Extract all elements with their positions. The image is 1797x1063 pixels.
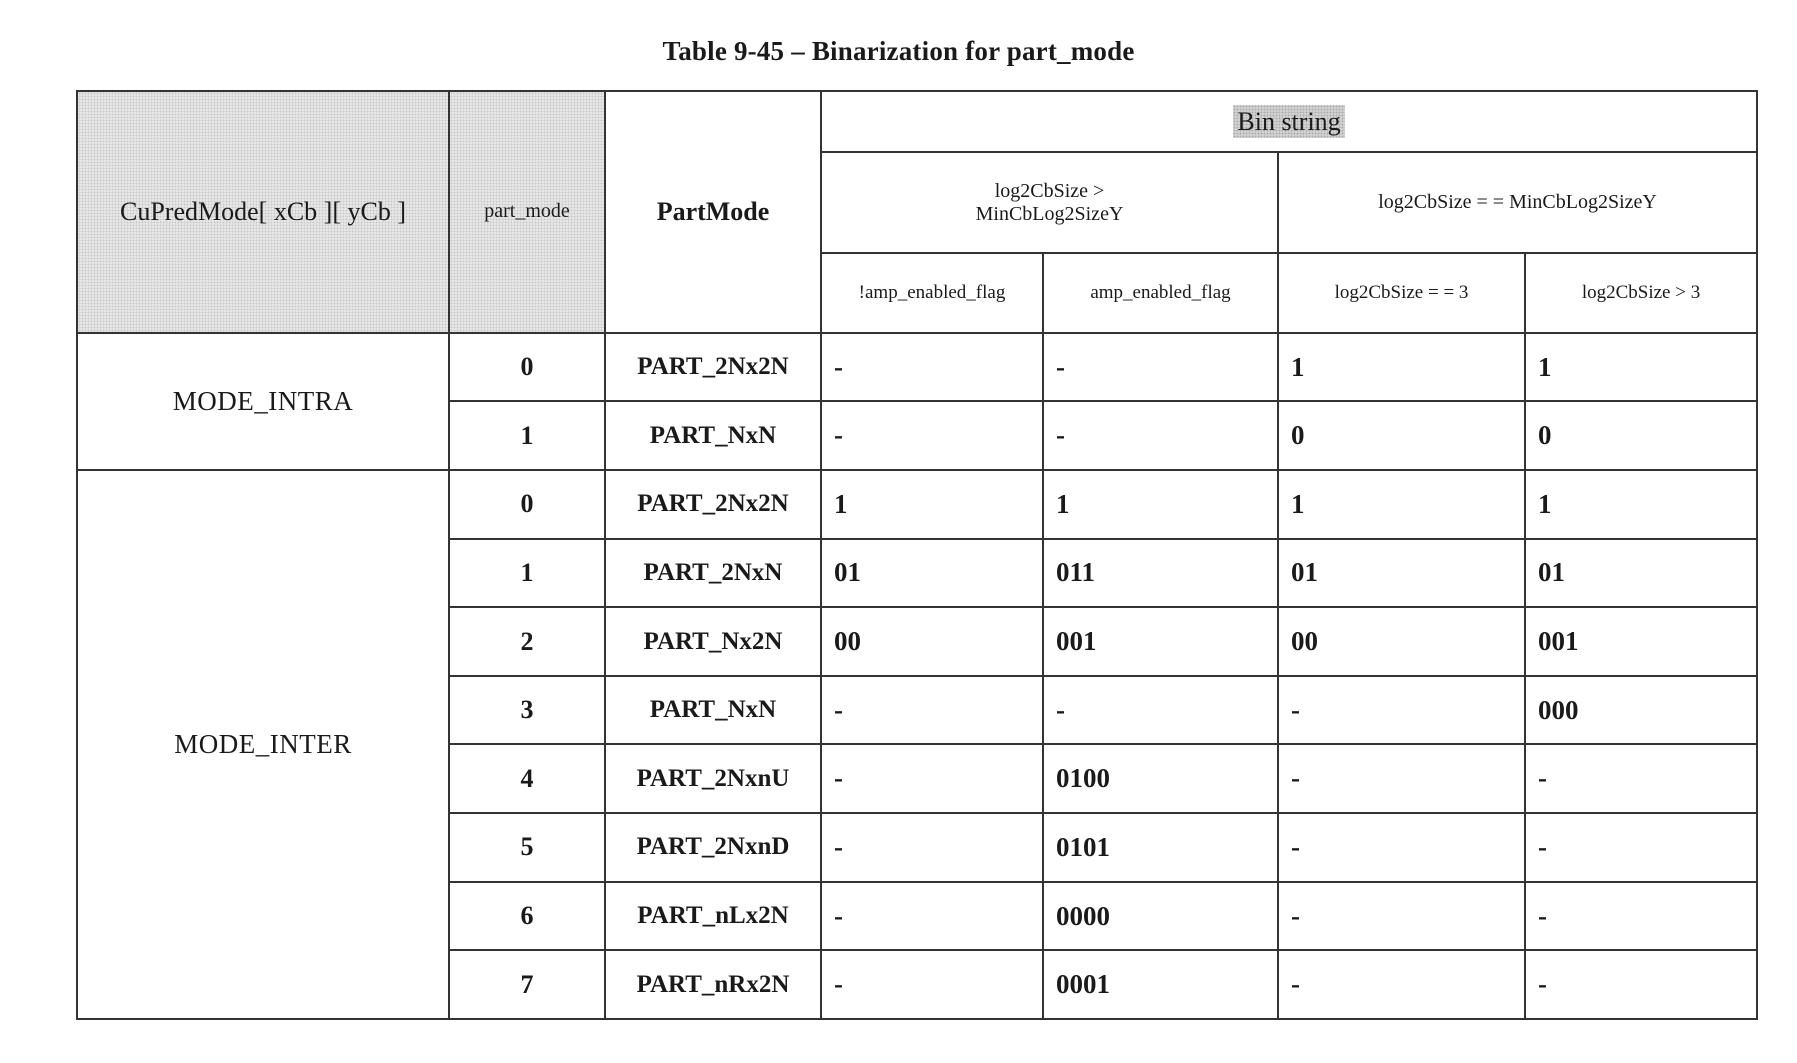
- cell-gt3: 001: [1525, 607, 1757, 676]
- cell-not-amp: -: [821, 401, 1043, 470]
- cell-part-name: PART_2NxN: [605, 539, 821, 608]
- cell-part-name: PART_NxN: [605, 676, 821, 745]
- cell-gt3: 01: [1525, 539, 1757, 608]
- group-gt-prefix: log2CbSize >: [994, 179, 1105, 202]
- table-row: [77, 470, 1757, 539]
- cell-not-amp: -: [821, 813, 1043, 882]
- cell-eq3: 00: [1278, 607, 1525, 676]
- cell-part-mode: 2: [449, 607, 605, 676]
- cell-gt3: -: [1525, 744, 1757, 813]
- cell-amp: 011: [1043, 539, 1278, 608]
- group-eq-prefix: log2CbSize = =: [1378, 191, 1505, 214]
- cell-part-mode: 1: [449, 401, 605, 470]
- group-eq-suffix: MinCbLog2SizeY: [1509, 191, 1657, 214]
- cell-part-mode: 1: [449, 539, 605, 608]
- header-bin-string: [821, 91, 1757, 152]
- cell-gt3: 1: [1525, 333, 1757, 402]
- header-group-gt: [821, 152, 1278, 252]
- cell-not-amp: -: [821, 882, 1043, 951]
- cell-part-name: PART_NxN: [605, 401, 821, 470]
- cell-part-mode: 4: [449, 744, 605, 813]
- header-row-1: [77, 91, 1757, 152]
- header-not-amp: !amp_enabled_flag: [821, 253, 1043, 333]
- header-part-mode: part_mode: [449, 91, 605, 333]
- cell-part-mode: 5: [449, 813, 605, 882]
- cell-amp: -: [1043, 676, 1278, 745]
- cell-not-amp: -: [821, 676, 1043, 745]
- cell-gt3: -: [1525, 882, 1757, 951]
- cell-gt3: 0: [1525, 401, 1757, 470]
- cell-part-mode: 6: [449, 882, 605, 951]
- cell-gt3: 1: [1525, 470, 1757, 539]
- cell-amp: 0100: [1043, 744, 1278, 813]
- header-partmode-name: PartMode: [605, 91, 821, 333]
- cell-part-name: PART_2Nx2N: [605, 333, 821, 402]
- cell-not-amp: 01: [821, 539, 1043, 608]
- cell-eq3: 1: [1278, 333, 1525, 402]
- cell-amp: 0101: [1043, 813, 1278, 882]
- cell-amp: -: [1043, 401, 1278, 470]
- cell-not-amp: -: [821, 333, 1043, 402]
- cell-eq3: -: [1278, 813, 1525, 882]
- cell-not-amp: 1: [821, 470, 1043, 539]
- cell-not-amp: -: [821, 950, 1043, 1019]
- cell-part-mode: 3: [449, 676, 605, 745]
- table-row: [77, 333, 1757, 402]
- cell-eq3: -: [1278, 882, 1525, 951]
- cell-gt3: -: [1525, 950, 1757, 1019]
- binarization-table: [76, 90, 1758, 1020]
- cell-part-name: PART_2NxnD: [605, 813, 821, 882]
- header-group-eq: [1278, 152, 1757, 252]
- cell-eq3: 1: [1278, 470, 1525, 539]
- cell-gt3: 000: [1525, 676, 1757, 745]
- header-cupredmode: CuPredMode[ xCb ][ yCb ]: [77, 91, 449, 333]
- cell-part-name: PART_2Nx2N: [605, 470, 821, 539]
- cell-eq3: -: [1278, 676, 1525, 745]
- cell-part-name: PART_nRx2N: [605, 950, 821, 1019]
- cell-eq3: -: [1278, 744, 1525, 813]
- cell-amp: 001: [1043, 607, 1278, 676]
- cell-part-mode: 7: [449, 950, 605, 1019]
- header-gt3: log2CbSize > 3: [1525, 253, 1757, 333]
- cell-part-mode: 0: [449, 470, 605, 539]
- group-intra: MODE_INTRA: [77, 333, 449, 470]
- cell-amp: -: [1043, 333, 1278, 402]
- table-title: Table 9-45 – Binarization for part_mode: [662, 36, 1135, 66]
- group-gt-suffix: MinCbLog2SizeY: [975, 202, 1124, 225]
- cell-eq3: -: [1278, 950, 1525, 1019]
- cell-amp: 0001: [1043, 950, 1278, 1019]
- cell-gt3: -: [1525, 813, 1757, 882]
- header-eq3: log2CbSize = = 3: [1278, 253, 1525, 333]
- cell-amp: 0000: [1043, 882, 1278, 951]
- cell-part-name: PART_Nx2N: [605, 607, 821, 676]
- cell-amp: 1: [1043, 470, 1278, 539]
- cell-part-name: PART_2NxnU: [605, 744, 821, 813]
- header-amp: amp_enabled_flag: [1043, 253, 1278, 333]
- cell-not-amp: 00: [821, 607, 1043, 676]
- cell-eq3: 01: [1278, 539, 1525, 608]
- cell-part-mode: 0: [449, 333, 605, 402]
- group-inter: MODE_INTER: [77, 470, 449, 1019]
- cell-part-name: PART_nLx2N: [605, 882, 821, 951]
- cell-not-amp: -: [821, 744, 1043, 813]
- cell-eq3: 0: [1278, 401, 1525, 470]
- bin-string-label: Bin string: [1233, 105, 1344, 138]
